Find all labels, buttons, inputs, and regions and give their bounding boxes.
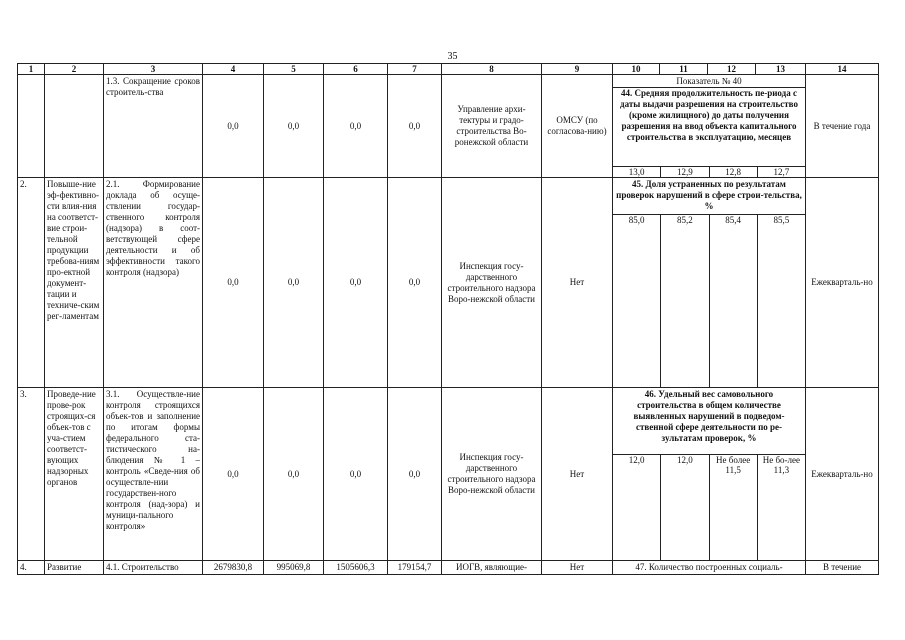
header-cell: 7 <box>388 64 442 75</box>
header-cell: 2 <box>45 64 104 75</box>
indicator-value: 13,0 <box>613 167 661 177</box>
page-number: 35 <box>447 51 458 62</box>
table-row <box>18 561 879 575</box>
value-col6: 0,0 <box>324 75 388 178</box>
executor-cell: Инспекция госу-дарственного строительного надзора Воро-нежской области <box>442 178 542 388</box>
value-col6: 1505606,3 <box>324 561 388 575</box>
value-col5: 0,0 <box>264 75 324 178</box>
cofinancing-cell: Нет <box>542 178 613 388</box>
period-cell: Ежекварталь-но <box>806 178 879 388</box>
indicator-value: 85,0 <box>613 215 661 387</box>
indicator-name: Удельный вес самовольного строительства в общем количестве выявленных нарушений в подведом-ственной сфере деятельности по ре-зультатам проверок, % <box>633 389 785 443</box>
indicator-value: 85,4 <box>710 215 758 387</box>
executor-cell: Управление архи-тектуры и градо-строительства Во-ронежской области <box>442 75 542 178</box>
table-row <box>18 75 879 178</box>
value-col4: 2679830,8 <box>203 561 264 575</box>
period-cell: В течение <box>806 561 879 575</box>
value-col5: 995069,8 <box>264 561 324 575</box>
executor-cell: Инспекция госу-дарственного строительного надзора Воро-нежской области <box>442 388 542 561</box>
period-cell: Ежекварталь-но <box>806 388 879 561</box>
indicator-value: 85,5 <box>773 215 790 225</box>
goal-cell: Развитие <box>45 561 104 575</box>
header-cell: 9 <box>542 64 613 75</box>
header-cell: 12 <box>708 64 756 75</box>
indicator-number: 45. <box>632 179 644 189</box>
row-number: 4. <box>18 561 45 575</box>
goal-cell: Проведе-ние прове-рок строящих-ся объек-тов с уча-стием соответст-вующих надзорных органов <box>45 388 104 561</box>
indicator-value: 85,2 <box>661 215 709 387</box>
row-number: 2. <box>18 178 45 388</box>
value-col5: 0,0 <box>264 388 324 561</box>
indicator-value: 12,8 <box>710 167 758 177</box>
row-number: 3. <box>18 388 45 561</box>
row-number <box>18 75 45 178</box>
header-cell: 13 <box>756 64 806 75</box>
table-row <box>18 178 879 388</box>
indicator-values <box>613 214 805 387</box>
header-cell: 3 <box>104 64 203 75</box>
value-col4: 0,0 <box>203 75 264 178</box>
value-col6: 0,0 <box>324 178 388 388</box>
header-cell: 4 <box>203 64 264 75</box>
header-cell: 11 <box>660 64 708 75</box>
indicator-value: 12,0 <box>613 455 661 560</box>
task-cell: 1.3. Сокращение сроков строитель-ства <box>104 75 203 178</box>
goal-cell <box>45 75 104 178</box>
header-cell: 8 <box>442 64 542 75</box>
table-row <box>18 388 879 561</box>
indicator-number: 47. <box>635 562 647 572</box>
indicator-name: Средняя продолжительность пе-риода с даты выдачи разрешения на строительство (кроме жилищного) до даты получения разрешения на ввод объекта капитального строительства в эксплуатацию, месяцев <box>620 88 798 142</box>
cofinancing-cell: Нет <box>542 561 613 575</box>
indicator-values <box>613 166 805 177</box>
value-col6: 0,0 <box>324 388 388 561</box>
header-cell: 10 <box>613 64 660 75</box>
task-cell: 4.1. Строительство <box>104 561 203 575</box>
indicator-number: 46. <box>644 389 657 399</box>
value-col4: 0,0 <box>203 178 264 388</box>
task-cell: 2.1. Формирование доклада об осуще-ствлении государ-ственного контроля (надзора) в соот-ветствующей сфере деятельности и об эффективности такого контроля (надзора) <box>104 178 203 388</box>
indicator-title: Показатель № 40 <box>676 76 742 86</box>
indicator-cell <box>613 178 806 388</box>
value-col5: 0,0 <box>264 178 324 388</box>
task-cell: 3.1. Осуществле-ние контроля строящихся объек-тов и заполнение по итогам формы федерального ста-тистического на-блюдения № 1 – контроль «Сведе-ния об осуществле-нии государствен-ного контроля (над-зора) и муници-пального контроля» <box>104 388 203 561</box>
indicator-value: 12,7 <box>773 167 790 177</box>
indicator-cell <box>613 561 806 575</box>
value-col7: 0,0 <box>388 388 442 561</box>
header-row <box>18 64 879 75</box>
indicator-cell <box>613 388 806 561</box>
header-cell: 14 <box>806 64 879 75</box>
header-cell: 1 <box>18 64 45 75</box>
header-cell: 5 <box>264 64 324 75</box>
value-col7: 0,0 <box>388 75 442 178</box>
indicator-value: Не более 11,5 <box>710 455 758 560</box>
value-col7: 179154,7 <box>388 561 442 575</box>
indicator-cell <box>613 75 806 178</box>
program-table <box>17 63 879 575</box>
indicator-values <box>613 454 805 560</box>
executor-cell: ИОГВ, являющие- <box>442 561 542 575</box>
indicator-value: 12,9 <box>661 167 709 177</box>
value-col7: 0,0 <box>388 178 442 388</box>
value-col4: 0,0 <box>203 388 264 561</box>
period-cell: В течение года <box>806 75 879 178</box>
cofinancing-cell: Нет <box>542 388 613 561</box>
indicator-value: 12,0 <box>661 455 709 560</box>
indicator-name: Количество построенных социаль- <box>648 562 783 572</box>
cofinancing-cell: ОМСУ (по согласова-нию) <box>542 75 613 178</box>
indicator-value: Не бо-лее 11,3 <box>762 455 801 475</box>
goal-cell: Повыше-ние эф-фективно-сти влия-ния на соответст-вие строи-тельной продукции требова-ниям про-ектной документ-тации и техниче-ским рег-ламентам <box>45 178 104 388</box>
header-cell: 6 <box>324 64 388 75</box>
indicator-name: Доля устраненных по результатам проверок нарушений в сфере строи-тельства, % <box>616 179 802 211</box>
indicator-number: 44. <box>621 88 633 98</box>
